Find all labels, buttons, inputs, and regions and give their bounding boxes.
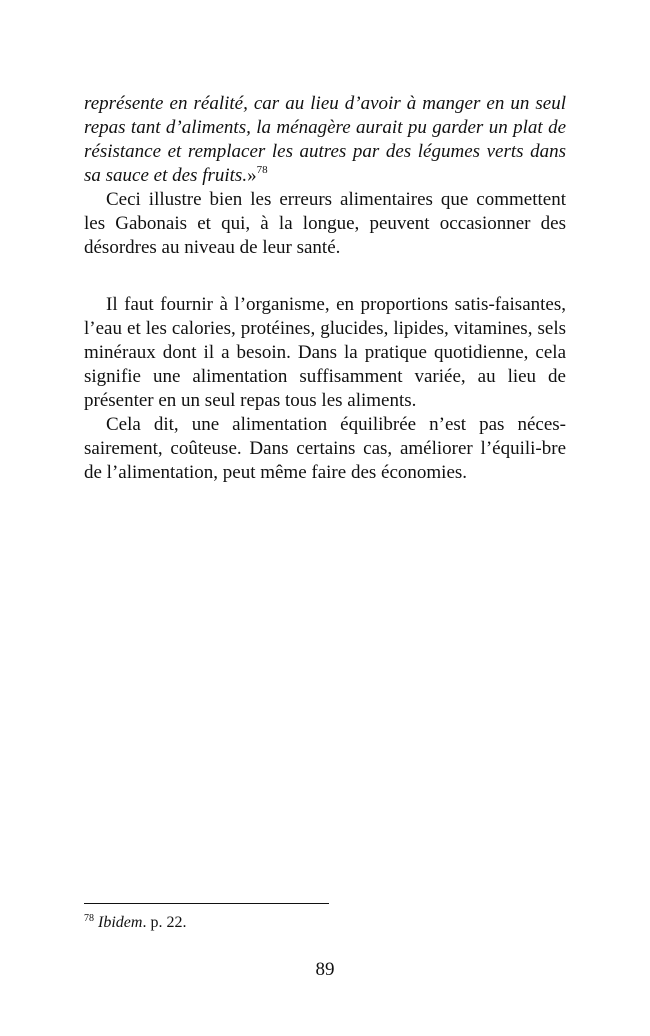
- paragraph-il-faut: Il faut fournir à l’organisme, en proportions satis-faisantes, l’eau et les calories, protéines, glucides, lipides, vitamines, sels minéraux dont il a besoin. Dans la pratique quotidienne, cela signifie une alimentation suffisamment variée, au lieu de présenter en un seul repas tous les aliments.: [84, 294, 566, 411]
- footnote: [84, 913, 186, 933]
- paragraph-cela-dit: Cela dit, une alimentation équilibrée n’est pas néces-sairement, coûteuse. Dans certains cas, améliorer l’équili-bre de l’alimentation, peut même faire des économies.: [84, 414, 566, 483]
- footnote-source: Ibidem: [98, 914, 143, 931]
- bottom-text-block: [84, 293, 566, 485]
- paragraph-ceci: Ceci illustre bien les erreurs alimentaires que commettent les Gabonais et qui, à la longue, peuvent occasionner des désordres au niveau de leur santé.: [84, 189, 566, 258]
- footnote-rest: . p. 22.: [142, 914, 187, 931]
- footnote-separator: [84, 903, 329, 904]
- quote-paragraph: [84, 92, 566, 188]
- top-text-block: [84, 92, 566, 260]
- quote-text: représente en réalité, car au lieu d’avoir à manger en un seul repas tant d’aliments, la ménagère aurait pu garder un plat de résistance et remplacer les autres par des légumes verts dans sa sauce et des fruits.: [84, 93, 566, 186]
- footnote-reference: 78: [256, 164, 268, 176]
- quote-close-mark: »: [247, 165, 257, 186]
- footnote-number: 78: [84, 913, 94, 924]
- page-number: 89: [315, 959, 335, 980]
